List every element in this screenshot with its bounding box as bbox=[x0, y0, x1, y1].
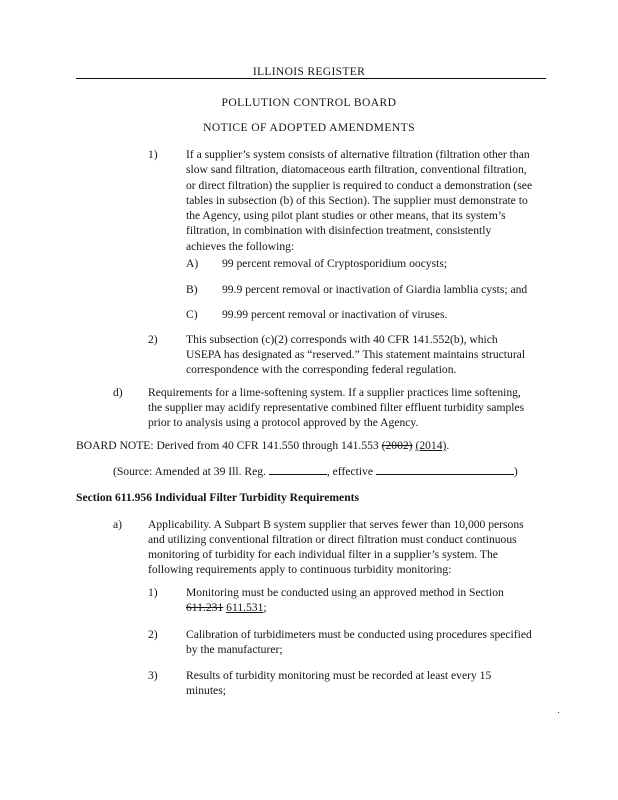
board-title: POLLUTION CONTROL BOARD bbox=[221, 96, 397, 109]
header-rule bbox=[76, 78, 546, 79]
subitem-a2-line: by the manufacturer; bbox=[186, 643, 283, 656]
item-1-line: achieves the following: bbox=[186, 239, 295, 253]
subitem-a1-added-ref: 611.531 bbox=[226, 601, 264, 614]
subitem-a3-line: minutes; bbox=[186, 684, 226, 697]
item-d-line: the supplier may acidify representative combined filter effluent turbidity samples bbox=[148, 401, 525, 414]
subitem-a1-after: ; bbox=[263, 601, 267, 614]
board-note-suffix: . bbox=[446, 439, 450, 452]
subitem-a1-line: Monitoring must be conducted using an approved method in Section bbox=[186, 586, 504, 599]
subitem-b-text: 99.9 percent removal or inactivation of Giardia lamblia cysts; and bbox=[222, 283, 528, 296]
item-a-line: and utilizing conventional filtration or direct filtration must conduct continuous bbox=[148, 533, 517, 546]
item-1-label: 1) bbox=[148, 148, 158, 161]
item-2-paragraph bbox=[186, 332, 525, 377]
subitem-c-label: C) bbox=[186, 308, 198, 321]
item-a-paragraph bbox=[148, 517, 524, 577]
source-mid: , effective bbox=[326, 465, 373, 478]
subitem-a-label: A) bbox=[186, 257, 199, 270]
subitem-a1-struck-ref: 611.231 bbox=[186, 601, 224, 614]
item-2-line: USEPA has designated as “reserved.” This statement maintains structural bbox=[186, 348, 526, 361]
item-2-line: correspondence with the corresponding federal regulation. bbox=[186, 363, 457, 376]
subitem-a1-line2 bbox=[186, 600, 504, 615]
item-d-line: Requirements for a lime-softening system. If a supplier practices lime softening, bbox=[148, 386, 521, 399]
board-note-prefix: BOARD NOTE: Derived from 40 CFR 141.550 through 141.553 bbox=[76, 439, 382, 452]
item-2-line: This subsection (c)(2) corresponds with 40 CFR 141.552(b), which bbox=[186, 333, 498, 346]
item-1-line: slow sand filtration, diatomaceous earth filtration, conventional filtration, bbox=[186, 163, 527, 177]
subitem-a1-text bbox=[186, 585, 504, 615]
subitem-a3-line: Results of turbidity monitoring must be recorded at least every 15 bbox=[186, 669, 492, 682]
notice-title: NOTICE OF ADOPTED AMENDMENTS bbox=[203, 121, 415, 134]
item-a-line: following requirements apply to continuous turbidity monitoring: bbox=[148, 563, 452, 576]
register-page-blank bbox=[269, 464, 327, 475]
source-start: (Source: Amended at 39 Ill. Reg. bbox=[113, 465, 266, 478]
source-end: ) bbox=[513, 465, 518, 478]
item-1-line: or direct filtration) the supplier is required to conduct a demonstration (see bbox=[186, 178, 533, 192]
effective-date-blank bbox=[376, 464, 514, 475]
item-d-paragraph bbox=[148, 385, 524, 430]
scan-speck bbox=[558, 712, 559, 713]
item-1-line: the Agency, using pilot plant studies or other means, that its system’s bbox=[186, 209, 506, 223]
subitem-b-label: B) bbox=[186, 283, 198, 296]
subitem-a3-label: 3) bbox=[148, 669, 158, 682]
item-1-paragraph bbox=[186, 147, 532, 254]
item-d-line: prior to analysis using a protocol approved by the Agency. bbox=[148, 416, 419, 429]
register-title-text: ILLINOIS REGISTER bbox=[252, 65, 366, 78]
subitem-a2-text bbox=[186, 627, 532, 657]
board-note-struck-year: (2002) bbox=[381, 439, 413, 452]
item-1-line: filtration, in combination with disinfection treatment, consistently bbox=[186, 224, 492, 238]
board-note-added-year: (2014) bbox=[415, 439, 447, 452]
item-2-label: 2) bbox=[148, 333, 158, 346]
item-a-line: Applicability. A Subpart B system supplier that serves fewer than 10,000 persons bbox=[148, 518, 524, 531]
item-1-line: tables in subsection (b) of this Section). The supplier must demonstrate to bbox=[186, 193, 528, 207]
subitem-c-text: 99.99 percent removal or inactivation of viruses. bbox=[222, 308, 448, 321]
item-a-label: a) bbox=[113, 518, 123, 531]
subitem-a-text: 99 percent removal of Cryptosporidium oocysts; bbox=[222, 257, 448, 270]
register-title bbox=[0, 64, 618, 79]
item-d-label: d) bbox=[113, 386, 123, 399]
item-1-line: If a supplier’s system consists of alternative filtration (filtration other than bbox=[186, 148, 530, 161]
section-heading: Section 611.956 Individual Filter Turbidity Requirements bbox=[76, 491, 360, 504]
subitem-a3-text bbox=[186, 668, 491, 698]
subitem-a1-label: 1) bbox=[148, 586, 158, 599]
board-note bbox=[76, 438, 449, 453]
subitem-a2-line: Calibration of turbidimeters must be conducted using procedures specified bbox=[186, 628, 532, 641]
subitem-a2-label: 2) bbox=[148, 628, 158, 641]
source-line bbox=[113, 464, 518, 479]
item-a-line: monitoring of turbidity for each individual filter in a supplier’s system. The bbox=[148, 548, 498, 561]
